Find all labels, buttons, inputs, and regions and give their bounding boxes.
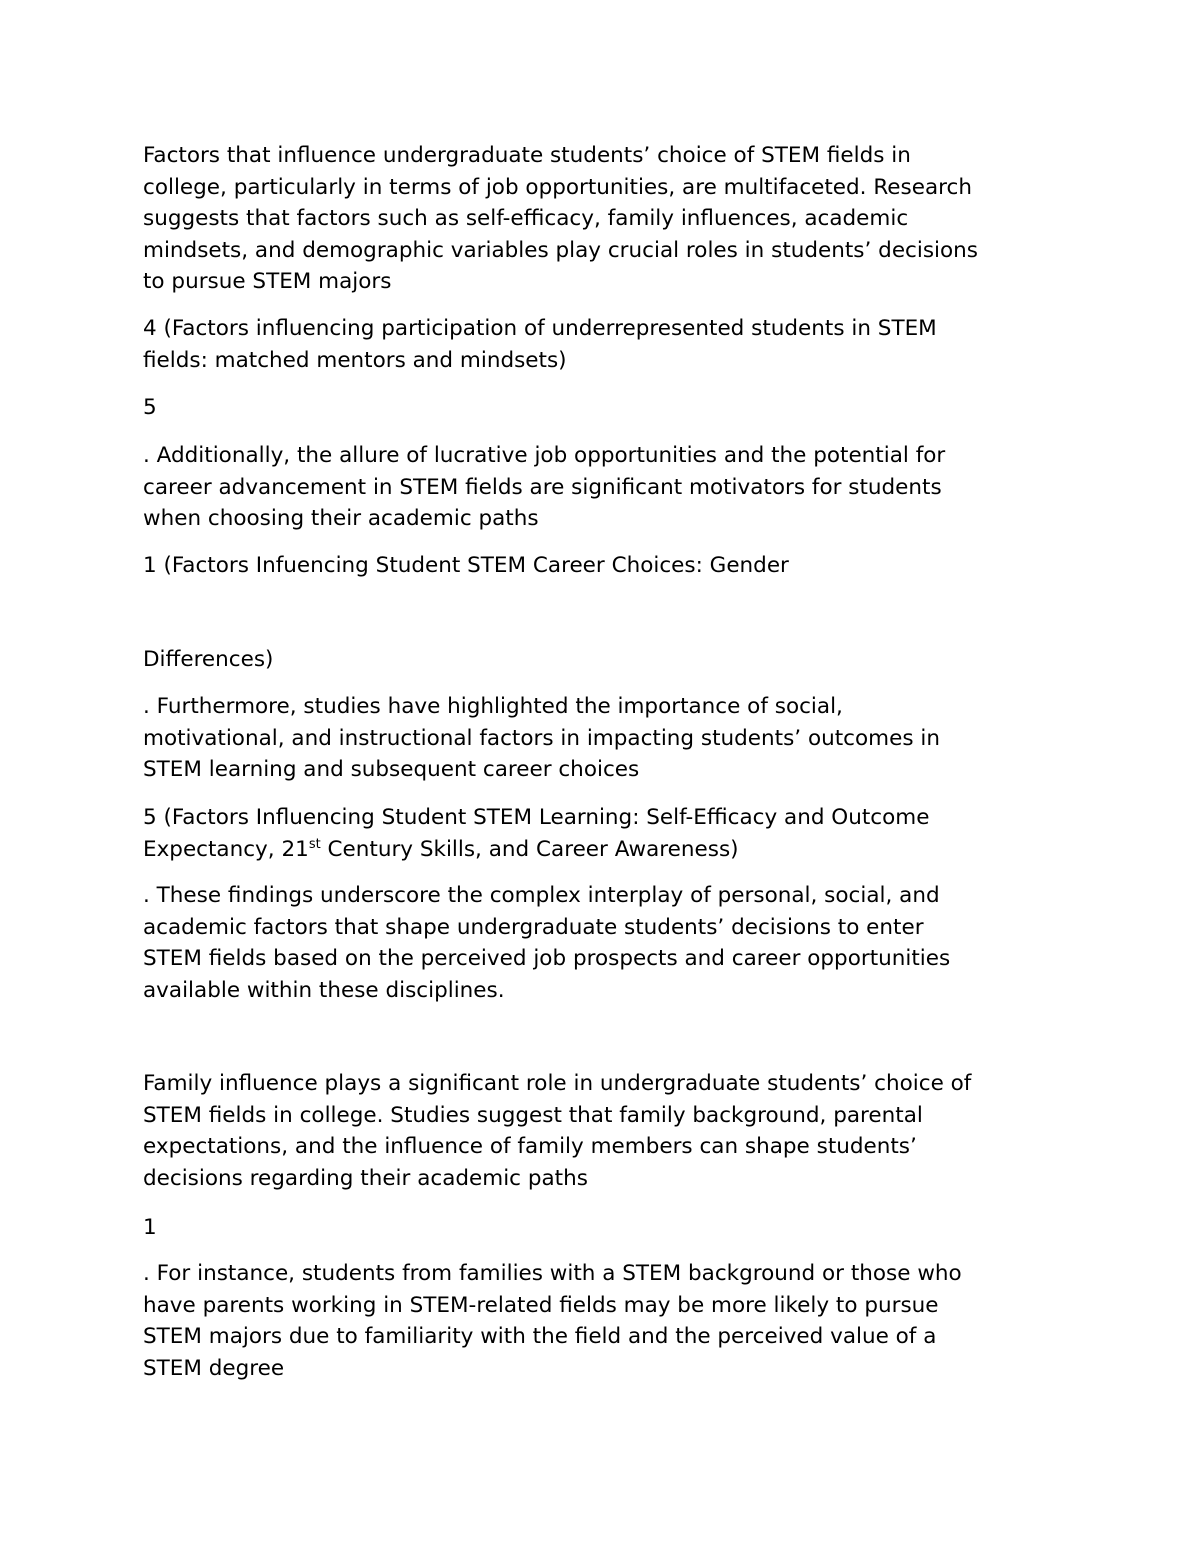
text-line: STEM fields based on the perceived job prospects and career opportunities bbox=[143, 946, 951, 972]
text-line: . Additionally, the allure of lucrative job opportunities and the potential for bbox=[143, 443, 946, 468]
text-line: available within these disciplines. bbox=[143, 977, 505, 1003]
text-line: Factors that influence undergraduate students’ choice of STEM fields in bbox=[143, 143, 911, 168]
reference-number-5 bbox=[143, 392, 1073, 424]
text-line: college, particularly in terms of job opportunities, are multifaceted. Research bbox=[143, 174, 972, 200]
text-line: career advancement in STEM fields are significant motivators for students bbox=[143, 474, 942, 500]
text-line: expectations, and the influence of family members can shape students’ bbox=[143, 1134, 917, 1160]
text-line: 5 (Factors Influencing Student STEM Learning: Self-Efficacy and Outcome bbox=[143, 805, 930, 830]
text-line: 5 bbox=[143, 395, 157, 420]
text-line: . Furthermore, studies have highlighted the importance of social, bbox=[143, 694, 843, 719]
text-line: . For instance, students from families with a STEM background or those who bbox=[143, 1261, 962, 1286]
text-line: 1 bbox=[143, 1215, 157, 1240]
text-line: 4 (Factors influencing participation of underrepresented students in STEM bbox=[143, 316, 937, 341]
text-line: academic factors that shape undergraduate students’ decisions to enter bbox=[143, 914, 924, 940]
text-line bbox=[143, 834, 1073, 866]
text-line: 1 (Factors Infuencing Student STEM Career Choices: Gender bbox=[143, 553, 789, 578]
text-span: Century Skills, and Career Awareness) bbox=[320, 836, 739, 862]
paragraph-family-influence bbox=[143, 1068, 1073, 1194]
paragraph-family-background bbox=[143, 1258, 1073, 1384]
text-line: Differences) bbox=[143, 647, 274, 672]
reference-number-1 bbox=[143, 1212, 1073, 1244]
paragraph-findings bbox=[143, 880, 1073, 1006]
citation-1-line2 bbox=[143, 644, 1073, 676]
text-line: STEM fields in college. Studies suggest that family background, parental bbox=[143, 1102, 923, 1128]
citation-1-line1 bbox=[143, 550, 1073, 582]
paragraph-job-opportunities bbox=[143, 440, 1073, 535]
paragraph-intro bbox=[143, 140, 1073, 298]
text-line: STEM majors due to familiarity with the field and the perceived value of a bbox=[143, 1324, 937, 1350]
text-line: Family influence plays a significant role in undergraduate students’ choice of bbox=[143, 1071, 972, 1096]
text-line: motivational, and instructional factors in impacting students’ outcomes in bbox=[143, 725, 940, 751]
text-line: when choosing their academic paths bbox=[143, 506, 539, 532]
text-line: STEM degree bbox=[143, 1355, 285, 1381]
citation-4 bbox=[143, 313, 1073, 376]
text-line: mindsets, and demographic variables play crucial roles in students’ decisions bbox=[143, 237, 979, 263]
text-line: fields: matched mentors and mindsets) bbox=[143, 347, 567, 373]
text-span: Expectancy, 21 bbox=[143, 836, 309, 862]
citation-5 bbox=[143, 802, 1073, 865]
text-line: suggests that factors such as self-efficacy, family influences, academic bbox=[143, 206, 909, 232]
text-line: decisions regarding their academic paths bbox=[143, 1165, 588, 1191]
superscript: st bbox=[308, 836, 321, 852]
text-line: to pursue STEM majors bbox=[143, 269, 392, 295]
paragraph-social-factors bbox=[143, 691, 1073, 786]
text-line: have parents working in STEM-related fields may be more likely to pursue bbox=[143, 1292, 939, 1318]
text-line: STEM learning and subsequent career choices bbox=[143, 757, 640, 783]
text-line: . These findings underscore the complex interplay of personal, social, and bbox=[143, 883, 940, 908]
